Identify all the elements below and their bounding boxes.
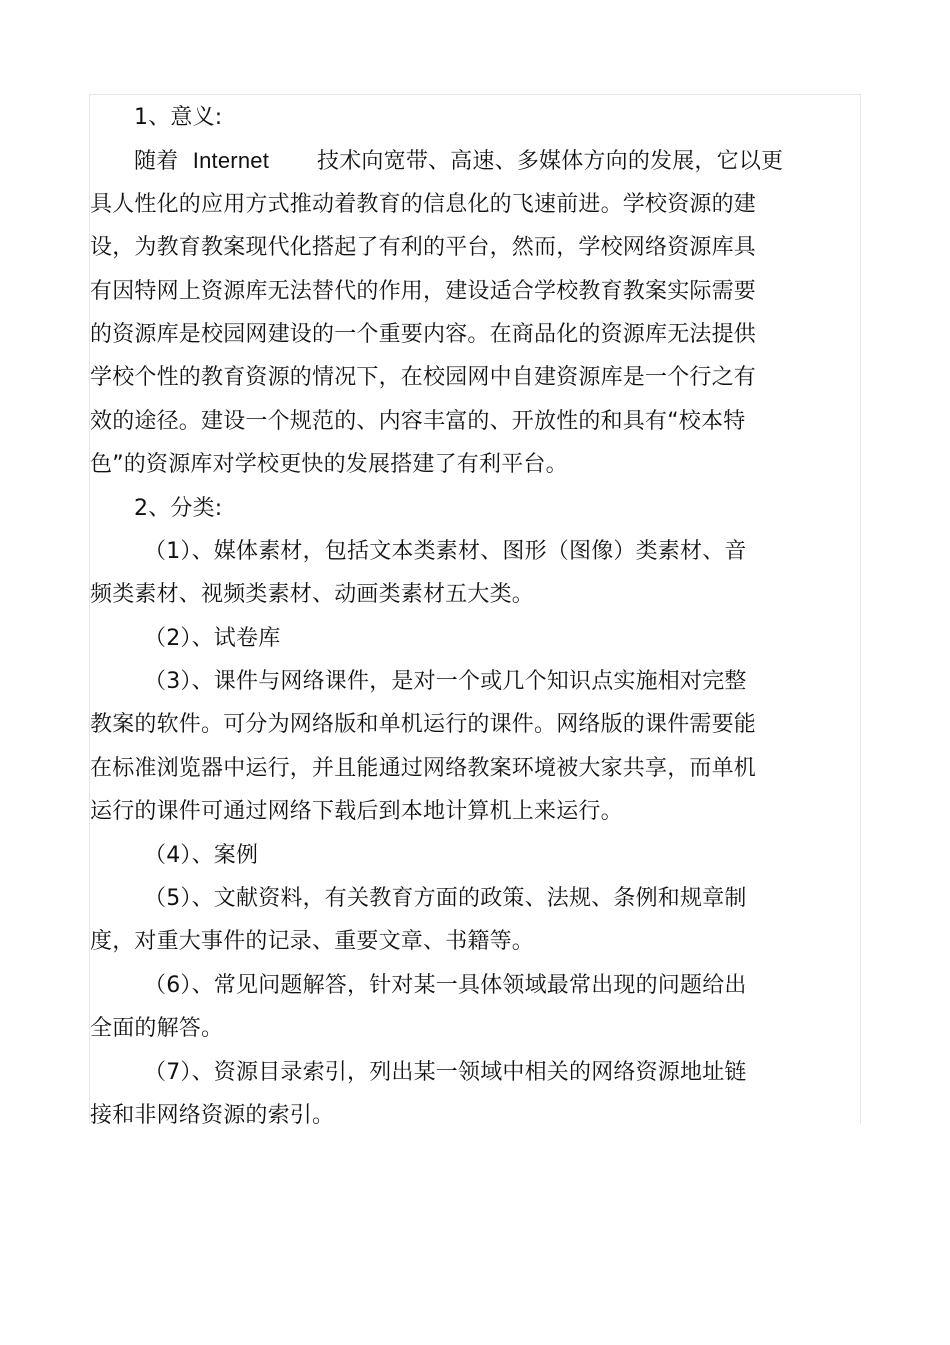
paragraph-line: 具人性化的应用方式推动着教育的信息化的飞速前进。学校资源的建 [90, 191, 757, 217]
heading-significance: 1、意义: [134, 105, 223, 130]
text-fragment: 随着 [134, 149, 179, 175]
paragraph-line: 运行的课件可通过网络下载后到本地计算机上来运行。 [90, 799, 623, 825]
paragraph-line [90, 139, 810, 182]
paragraph-line: 有因特网上资源库无法替代的作用，建设适合学校教育教案实际需要 [90, 278, 757, 304]
paragraph-line: 度，对重大事件的记录、重要文章、书籍等。 [90, 929, 535, 955]
list-item-literature [90, 877, 810, 964]
list-item-resource-index [90, 1051, 810, 1138]
list-item-courseware [90, 660, 810, 834]
heading-classification: 2、分类: [134, 495, 223, 521]
paragraph-line: （5）、文献资料，有关教育方面的政策、法规、条例和规章制 [144, 886, 747, 912]
paragraph-line: 全面的解答。 [90, 1016, 224, 1042]
list-item-media [90, 530, 810, 617]
text-fragment: 技术向宽带、高速、多媒体方向的发展，它以更 [317, 149, 784, 175]
text-fragment: Internet [192, 148, 270, 174]
list-item-test-bank: （2）、试卷库 [144, 625, 281, 651]
list-item-faq [90, 964, 810, 1051]
paragraph-line: 设，为教育教案现代化搭起了有利的平台，然而，学校网络资源库具 [90, 235, 757, 261]
paragraph-line: 学校个性的教育资源的情况下，在校园网中自建资源库是一个行之有 [90, 365, 757, 391]
document-body [90, 96, 810, 1137]
list-item-cases: （4）、案例 [144, 842, 259, 868]
paragraph-line: 频类素材、视频类素材、动画类素材五大类。 [90, 582, 535, 608]
paragraph-line: （7）、资源目录索引，列出某一领域中相关的网络资源地址链 [144, 1059, 747, 1085]
paragraph-line: 在标准浏览器中运行，并且能通过网络教案环境被大家共享，而单机 [90, 755, 757, 781]
paragraph-line: 色”的资源库对学校更快的发展搭建了有利平台。 [90, 452, 568, 478]
paragraph-line: 教案的软件。可分为网络版和单机运行的课件。网络版的课件需要能 [90, 712, 757, 738]
paragraph-line: （3）、课件与网络课件，是对一个或几个知识点实施相对完整 [144, 669, 747, 695]
paragraph-line: 的资源库是校园网建设的一个重要内容。在商品化的资源库无法提供 [90, 321, 757, 347]
paragraph-line: （1）、媒体素材，包括文本类素材、图形（图像）类素材、音 [144, 538, 747, 564]
paragraph-line: 接和非网络资源的索引。 [90, 1102, 335, 1128]
paragraph-line: 效的途径。建设一个规范的、内容丰富的、开放性的和具有“校本特 [90, 408, 746, 434]
paragraph-line: （6）、常见问题解答，针对某一具体领域最常出现的问题给出 [144, 972, 747, 998]
paragraph-significance [90, 139, 810, 486]
